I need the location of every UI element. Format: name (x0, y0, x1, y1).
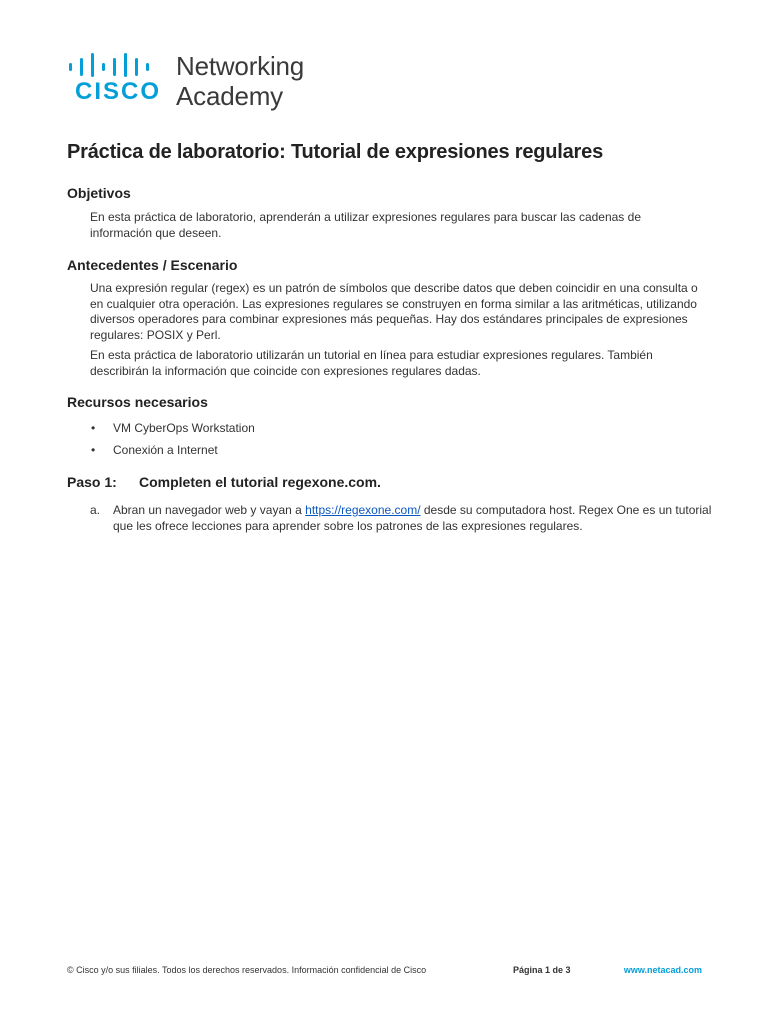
recursos-list (90, 420, 255, 464)
step-number: Paso 1: (67, 474, 117, 490)
footer-site-link[interactable]: www.netacad.com (623, 965, 702, 975)
list-item-text: Conexión a Internet (113, 443, 218, 457)
antecedentes-paragraph-1: Una expresión regular (regex) es un patrón de símbolos que describe datos que deben coincidir en una consulta o en cualquier otra operación. Las expresiones regulares se construyen en forma similar a las aritméticas, utilizando diversos operadores para combinar expresiones más pequeñas. Hay dos estándares principales de expresiones regulares: POSIX y Perl. (90, 281, 698, 342)
list-item (90, 420, 255, 442)
heading-antecedentes: Antecedentes / Escenario (67, 257, 238, 273)
page-title: Práctica de laboratorio: Tutorial de expresiones regulares (67, 141, 603, 163)
brand-line-1: Networking (176, 51, 305, 81)
list-item (90, 442, 255, 464)
brand-name (176, 51, 304, 111)
step-item-text-after: desde su computadora host. Regex One es un tutorial que les ofrece lecciones para aprender sobre los patrones de las expresiones regulares. (113, 503, 712, 533)
heading-recursos: Recursos necesarios (67, 394, 208, 410)
heading-paso-1 (67, 474, 381, 490)
antecedentes-paragraph-2: En esta práctica de laboratorio utilizarán un tutorial en línea para estudiar expresiones regulares. También describirán la información que coincide con expresiones regulares dadas. (90, 348, 653, 378)
objetivos-text: En esta práctica de laboratorio, aprenderán a utilizar expresiones regulares para buscar las cadenas de información que deseen. (90, 210, 641, 240)
cisco-bars-icon (67, 53, 167, 77)
brand-line-2: Academy (176, 81, 283, 111)
footer-copyright: © Cisco y/o sus filiales. Todos los derechos reservados. Información confidencial de Cisco (67, 965, 427, 975)
footer-page-number: Página 1 de 3 (513, 965, 571, 975)
step-item-body (113, 503, 713, 534)
step-item-letter: a. (90, 503, 101, 517)
cisco-wordmark: CISCO (75, 78, 162, 105)
page-footer (67, 965, 702, 979)
bullet-icon: • (91, 443, 96, 457)
regexone-link[interactable]: https://regexone.com/ (305, 503, 421, 517)
step-item-text-before: Abran un navegador web y vayan a (113, 503, 306, 517)
heading-objetivos: Objetivos (67, 185, 131, 201)
step-title: Completen el tutorial regexone.com. (139, 474, 381, 490)
bullet-icon: • (91, 421, 96, 435)
list-item-text: VM CyberOps Workstation (113, 421, 255, 435)
cisco-networking-academy-logo (67, 50, 327, 112)
